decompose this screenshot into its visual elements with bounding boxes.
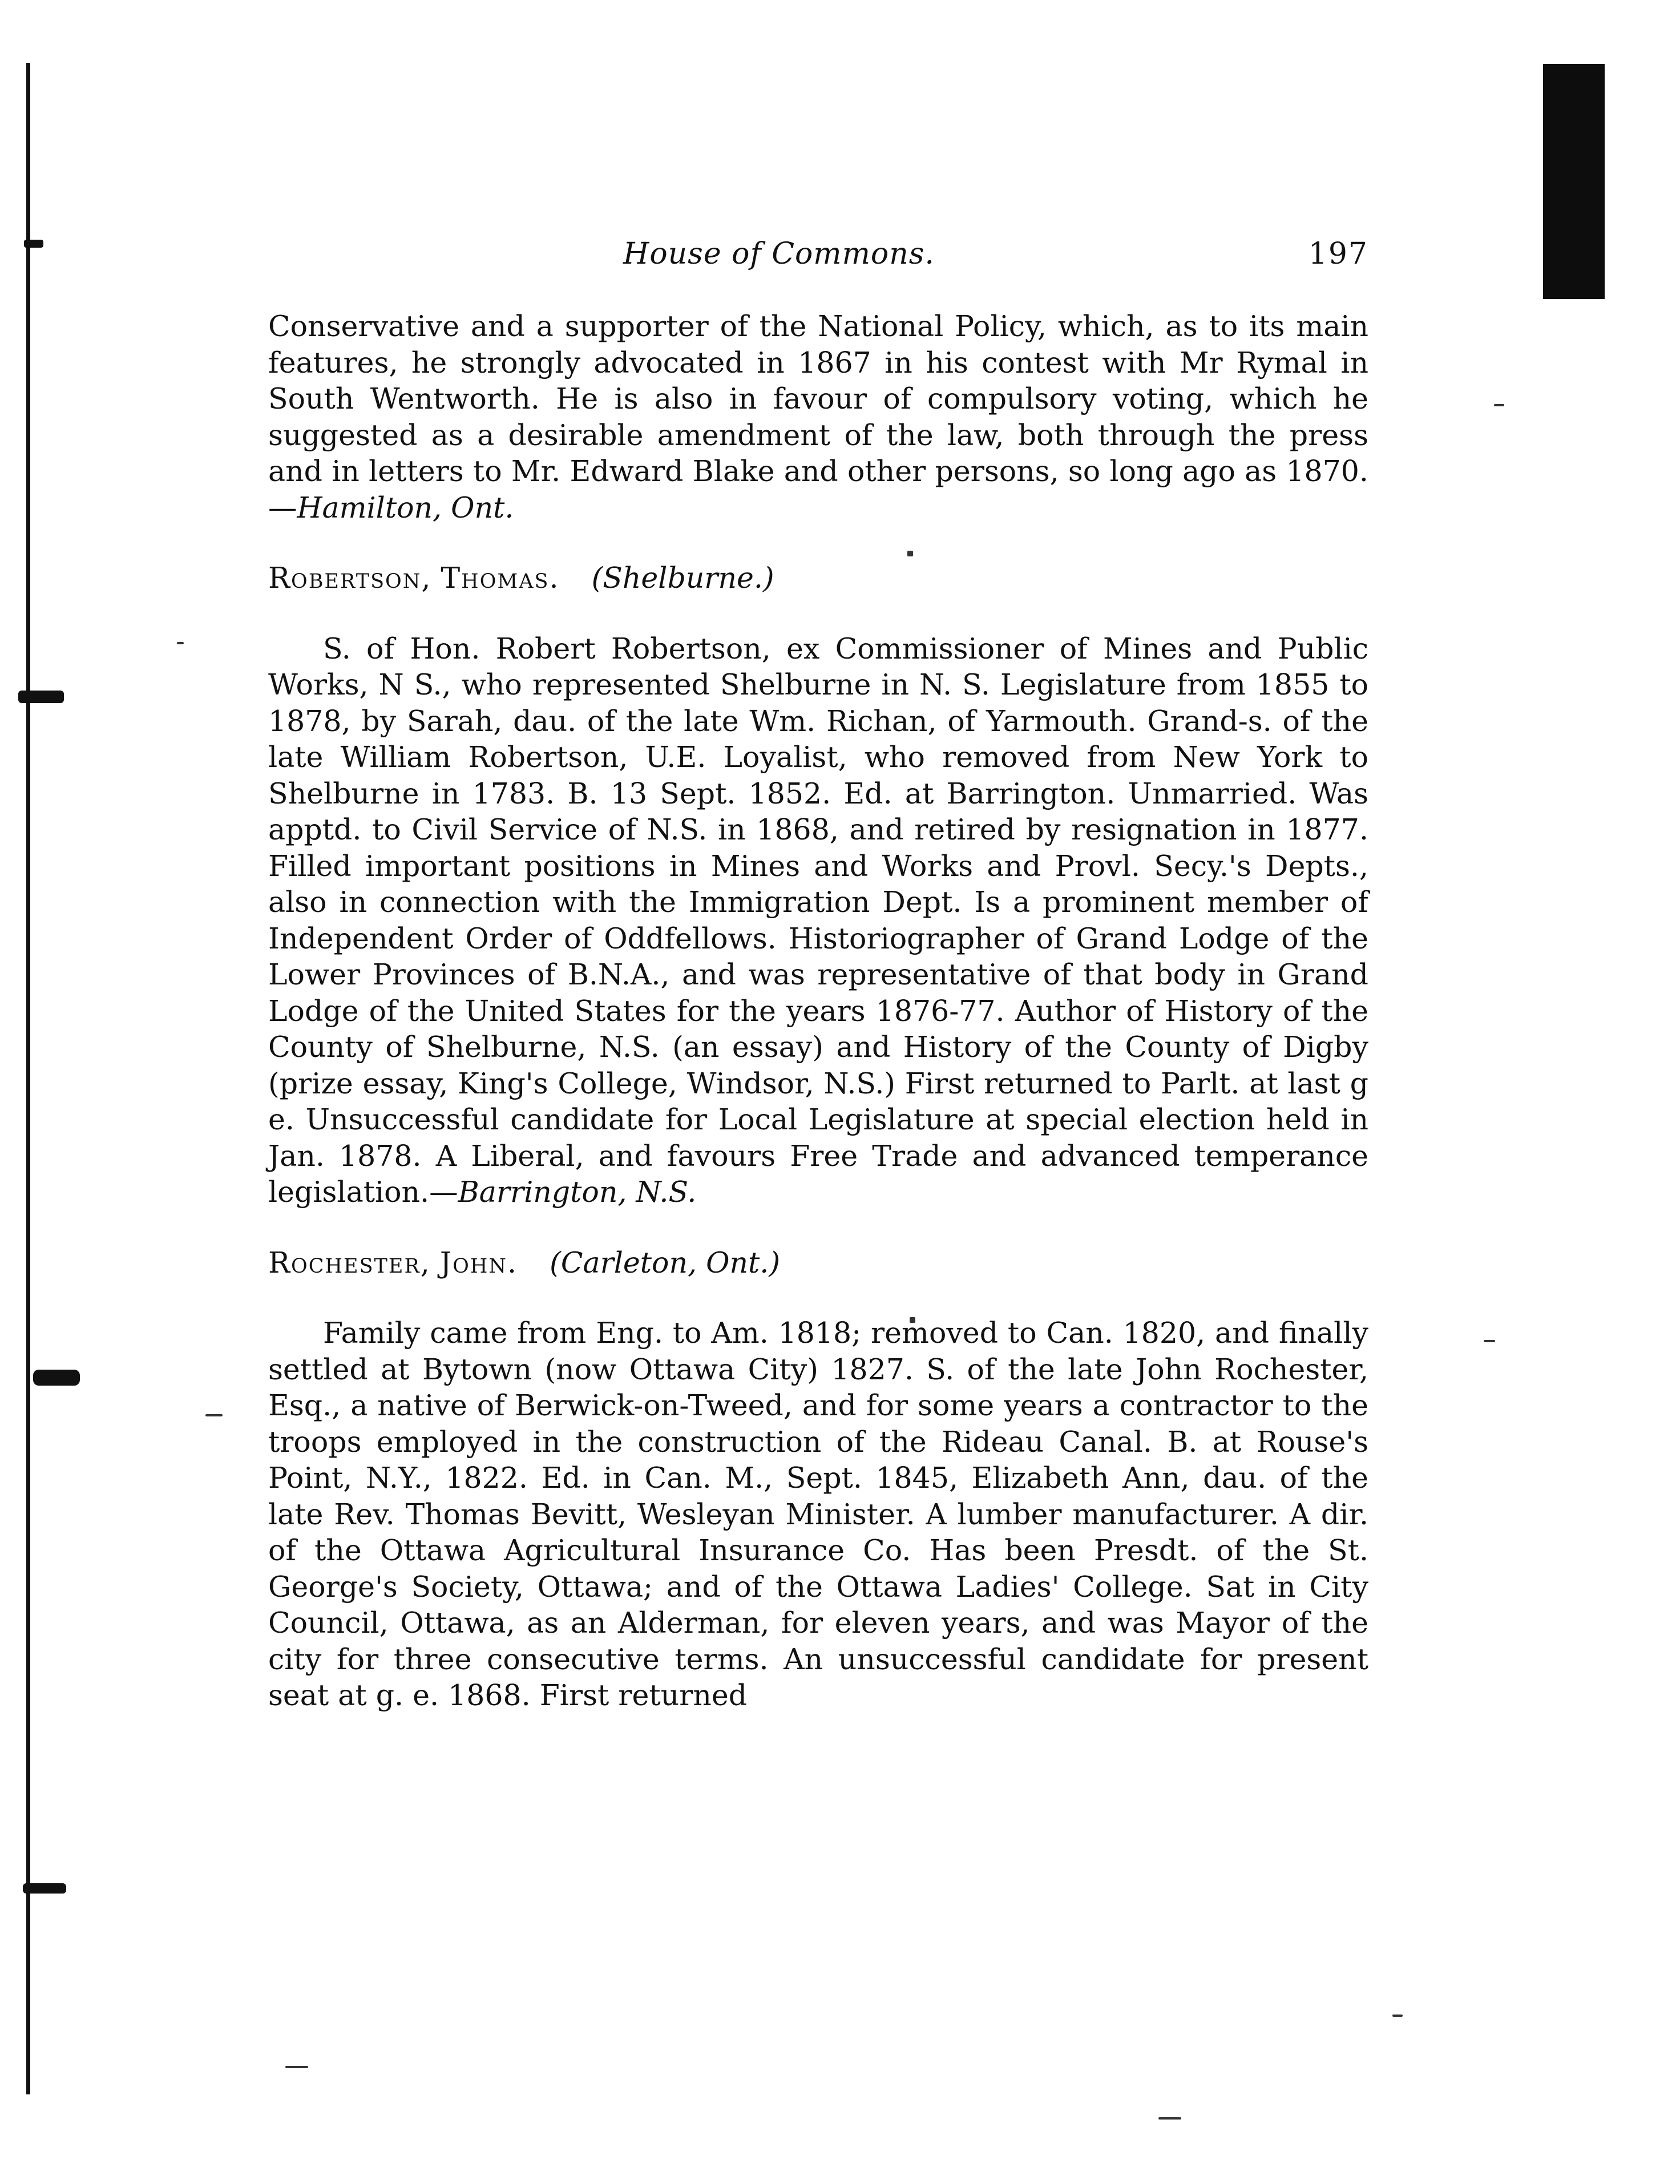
speck: [1494, 404, 1504, 406]
entry-text: S. of Hon. Robert Robertson, ex Commissioner of Mines and Public Works, N S., who represented Shelburne in N. S. Legislature from 1855 to 1878, by Sarah, dau. of the late Wm. Richan, of Yarmouth. Grand-s. of the late William Robertson, U.E. Loyalist, who removed from New York to Shelburne in 1783. B. 13 Sept. 1852. Ed. at Barrington. Unmarried. Was apptd. to Civil Service of N.S. in 1868, and retired by resignation in 1877. Filled important positions in Mines and Works and Provl. Secy.'s Depts., also in connection with the Immigration Dept. Is a prominent member of Independent Order of Oddfellows. Historiographer of Grand Lodge of the Lower Provinces of B.N.A., and was representative of that body in Grand Lodge of the United States for the years 1876-77. Author of History of the County of Shelburne, N.S. (an essay) and History of the County of Digby (prize essay, King's College, Windsor, N.S.) First returned to Parlt. at last g e. Unsuccessful candidate for Local Legislature at special election held in Jan. 1878. A Liberal, and favours Free Trade and advanced temperance legislation.—: [268, 631, 1368, 1209]
entry-biography: [268, 631, 1368, 1210]
entry-surname: Rochester,: [268, 1245, 431, 1279]
entry-surname: Robertson,: [268, 561, 432, 595]
speck: [177, 642, 184, 644]
page-number: 197: [1308, 237, 1368, 271]
speck: [285, 2066, 308, 2068]
page-header: [269, 237, 1368, 277]
running-head: House of Commons.: [623, 237, 935, 271]
entry-text: Conservative and a supporter of the National Policy, which, as to its main features, he strongly advocated in 1867 in his contest with Mr Rymal in South Wentworth. He is also in favour of compulsory voting, which he suggested as a desirable amendment of the law, both through the press and in letters to Mr. Edward Blake and other persons, so long ago as 1870.—: [268, 309, 1368, 524]
binding-mark: [24, 240, 43, 248]
entry-heading: [268, 1245, 1368, 1281]
continued-entry: [268, 308, 1368, 526]
entry-heading: [268, 560, 1368, 596]
entry-place: Barrington, N.S.: [458, 1175, 697, 1209]
entry-place: Hamilton, Ont.: [297, 490, 514, 524]
speck: [205, 1414, 223, 1416]
binding-edge-line: [26, 63, 30, 2094]
entry-given-name: John.: [439, 1245, 518, 1279]
speck: [1158, 2117, 1181, 2120]
speck: [1484, 1340, 1495, 1342]
entry-text: Family came from Eng. to Am. 1818; removed to Can. 1820, and finally settled at Bytown (now Ottawa City) 1827. S. of the late John Rochester, Esq., a native of Berwick-on-Tweed, and for some years a contractor to the troops employed in the construction of the Rideau Canal. B. at Rouse's Point, N.Y., 1822. Ed. in Can. M., Sept. 1845, Elizabeth Ann, dau. of the late Rev. Thomas Bevitt, Wesleyan Minister. A lumber manufacturer. A dir. of the Ottawa Agricultural Insurance Co. Has been Presdt. of the St. George's Society, Ottawa; and of the Ottawa Ladies' College. Sat in City Council, Ottawa, as an Alderman, for eleven years, and was Mayor of the city for three consecutive terms. An unsuccessful candidate for present seat at g. e. 1868. First returned: [268, 1316, 1368, 1712]
entry-biography: [268, 1315, 1368, 1714]
speck: [1392, 2015, 1403, 2017]
entry-constituency: (Shelburne.): [591, 561, 774, 595]
entry-given-name: Thomas.: [441, 561, 560, 595]
page-body: [268, 308, 1368, 1714]
binding-mark: [18, 691, 64, 703]
binding-mark: [33, 1370, 80, 1386]
entry-constituency: (Carleton, Ont.): [550, 1245, 781, 1279]
binding-mark: [23, 1883, 66, 1894]
page-edge-tab: [1543, 64, 1605, 299]
